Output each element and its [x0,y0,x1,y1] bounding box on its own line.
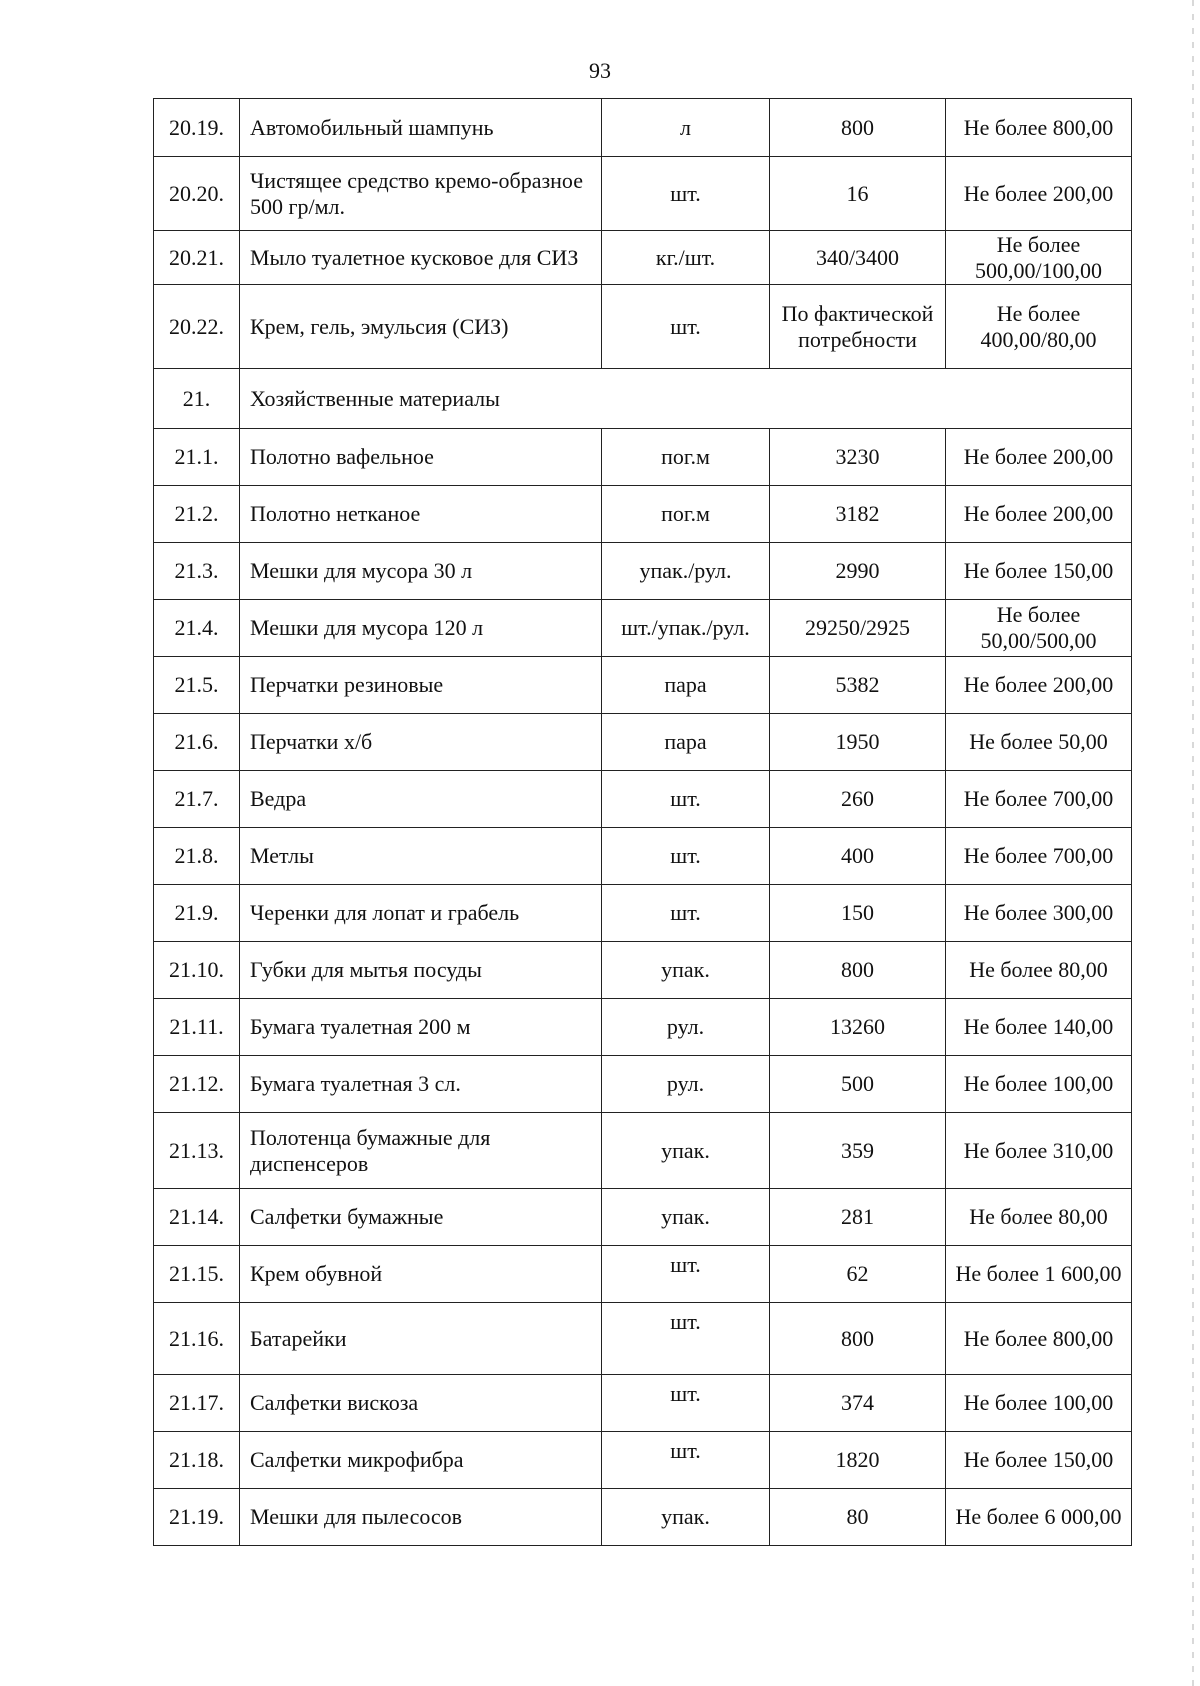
price-limit-cell: Не более 700,00 [946,828,1132,885]
item-name-cell: Бумага туалетная 3 сл. [240,1056,602,1113]
unit-cell: шт. [602,771,770,828]
unit-cell: упак. [602,1489,770,1546]
price-limit-cell: Не более 80,00 [946,942,1132,999]
quantity-cell: 13260 [770,999,946,1056]
table-row [154,714,1132,771]
price-limit-cell: Не более 80,00 [946,1189,1132,1246]
page-number: 93 [589,58,611,83]
table-row [154,99,1132,157]
item-name-cell: Крем обувной [240,1246,602,1303]
price-limit-cell: Не более 150,00 [946,1432,1132,1489]
item-name-cell: Метлы [240,828,602,885]
item-number-cell: 20.21. [154,231,240,285]
table-row [154,1056,1132,1113]
item-number-cell: 21.16. [154,1303,240,1375]
item-number-cell: 20.19. [154,99,240,157]
item-name-cell: Салфетки бумажные [240,1189,602,1246]
table-row [154,486,1132,543]
item-number-cell: 21.12. [154,1056,240,1113]
quantity-cell: 374 [770,1375,946,1432]
unit-cell: упак. [602,1189,770,1246]
quantity-cell: 29250/2925 [770,600,946,657]
price-limit-cell: Не более 800,00 [946,99,1132,157]
table-row [154,1246,1132,1303]
item-number-cell: 21.19. [154,1489,240,1546]
quantity-cell: По фактической потребности [770,285,946,369]
item-number-cell: 21.2. [154,486,240,543]
price-limit-cell: Не более 200,00 [946,486,1132,543]
item-number-cell: 21.9. [154,885,240,942]
unit-cell: упак. [602,1113,770,1189]
item-number-cell: 21.15. [154,1246,240,1303]
table-row [154,771,1132,828]
unit-cell: упак./рул. [602,543,770,600]
item-number-cell: 21.5. [154,657,240,714]
item-name-cell: Мешки для мусора 30 л [240,543,602,600]
materials-table [153,98,1132,1546]
table-row [154,1375,1132,1432]
item-number-cell: 21.17. [154,1375,240,1432]
table-row [154,231,1132,285]
price-limit-cell: Не более 400,00/80,00 [946,285,1132,369]
unit-cell: шт./упак./рул. [602,600,770,657]
table-row [154,285,1132,369]
table-row [154,1189,1132,1246]
quantity-cell: 1950 [770,714,946,771]
item-name-cell: Автомобильный шампунь [240,99,602,157]
table-row [154,1489,1132,1546]
price-limit-cell: Не более 200,00 [946,429,1132,486]
unit-cell: пара [602,714,770,771]
item-name-cell: Губки для мытья посуды [240,942,602,999]
table-row [154,157,1132,231]
price-limit-cell: Не более 50,00/500,00 [946,600,1132,657]
item-number-cell: 21.3. [154,543,240,600]
item-number-cell: 21.18. [154,1432,240,1489]
item-name-cell: Чистящее средство кремо-образное 500 гр/мл. [240,157,602,231]
unit-cell: кг./шт. [602,231,770,285]
quantity-cell: 260 [770,771,946,828]
materials-table-container [153,98,1131,1546]
section-title-cell: Хозяйственные материалы [240,369,1132,429]
item-name-cell: Черенки для лопат и грабель [240,885,602,942]
item-number-cell: 21. [154,369,240,429]
table-row [154,543,1132,600]
quantity-cell: 500 [770,1056,946,1113]
item-number-cell: 20.20. [154,157,240,231]
quantity-cell: 3182 [770,486,946,543]
item-name-cell: Перчатки х/б [240,714,602,771]
quantity-cell: 2990 [770,543,946,600]
quantity-cell: 281 [770,1189,946,1246]
unit-cell: шт. [602,157,770,231]
table-row [154,828,1132,885]
unit-cell: рул. [602,1056,770,1113]
table-row [154,885,1132,942]
unit-cell: пара [602,657,770,714]
quantity-cell: 80 [770,1489,946,1546]
quantity-cell: 340/3400 [770,231,946,285]
item-name-cell: Полотно вафельное [240,429,602,486]
quantity-cell: 800 [770,942,946,999]
unit-cell: шт. [602,885,770,942]
item-number-cell: 21.10. [154,942,240,999]
unit-cell: шт. [602,1375,770,1432]
table-row [154,657,1132,714]
item-number-cell: 21.1. [154,429,240,486]
unit-cell: шт. [602,1432,770,1489]
price-limit-cell: Не более 200,00 [946,657,1132,714]
quantity-cell: 359 [770,1113,946,1189]
quantity-cell: 16 [770,157,946,231]
table-row [154,999,1132,1056]
price-limit-cell: Не более 500,00/100,00 [946,231,1132,285]
item-name-cell: Мешки для пылесосов [240,1489,602,1546]
item-number-cell: 21.14. [154,1189,240,1246]
quantity-cell: 62 [770,1246,946,1303]
price-limit-cell: Не более 1 600,00 [946,1246,1132,1303]
quantity-cell: 3230 [770,429,946,486]
price-limit-cell: Не более 6 000,00 [946,1489,1132,1546]
unit-cell: пог.м [602,486,770,543]
item-number-cell: 21.6. [154,714,240,771]
price-limit-cell: Не более 150,00 [946,543,1132,600]
scan-edge-artifact [1192,0,1194,1686]
table-row [154,942,1132,999]
table-row [154,1113,1132,1189]
unit-cell: пог.м [602,429,770,486]
item-name-cell: Ведра [240,771,602,828]
section-row [154,369,1132,429]
table-row [154,1432,1132,1489]
unit-cell: шт. [602,1303,770,1375]
price-limit-cell: Не более 140,00 [946,999,1132,1056]
item-name-cell: Батарейки [240,1303,602,1375]
unit-cell: рул. [602,999,770,1056]
price-limit-cell: Не более 310,00 [946,1113,1132,1189]
price-limit-cell: Не более 100,00 [946,1375,1132,1432]
item-number-cell: 21.8. [154,828,240,885]
price-limit-cell: Не более 300,00 [946,885,1132,942]
quantity-cell: 800 [770,99,946,157]
item-name-cell: Мыло туалетное кусковое для СИЗ [240,231,602,285]
item-number-cell: 21.13. [154,1113,240,1189]
item-number-cell: 21.4. [154,600,240,657]
item-name-cell: Полотно нетканое [240,486,602,543]
item-number-cell: 21.7. [154,771,240,828]
item-number-cell: 20.22. [154,285,240,369]
item-number-cell: 21.11. [154,999,240,1056]
unit-cell: упак. [602,942,770,999]
item-name-cell: Полотенца бумажные для диспенсеров [240,1113,602,1189]
unit-cell: шт. [602,1246,770,1303]
table-row [154,429,1132,486]
item-name-cell: Перчатки резиновые [240,657,602,714]
unit-cell: шт. [602,285,770,369]
quantity-cell: 400 [770,828,946,885]
price-limit-cell: Не более 50,00 [946,714,1132,771]
item-name-cell: Мешки для мусора 120 л [240,600,602,657]
item-name-cell: Крем, гель, эмульсия (СИЗ) [240,285,602,369]
quantity-cell: 5382 [770,657,946,714]
item-name-cell: Бумага туалетная 200 м [240,999,602,1056]
price-limit-cell: Не более 200,00 [946,157,1132,231]
unit-cell: л [602,99,770,157]
quantity-cell: 1820 [770,1432,946,1489]
item-name-cell: Салфетки микрофибра [240,1432,602,1489]
unit-cell: шт. [602,828,770,885]
quantity-cell: 800 [770,1303,946,1375]
price-limit-cell: Не более 100,00 [946,1056,1132,1113]
table-row [154,1303,1132,1375]
table-row [154,600,1132,657]
price-limit-cell: Не более 800,00 [946,1303,1132,1375]
price-limit-cell: Не более 700,00 [946,771,1132,828]
quantity-cell: 150 [770,885,946,942]
item-name-cell: Салфетки вискоза [240,1375,602,1432]
